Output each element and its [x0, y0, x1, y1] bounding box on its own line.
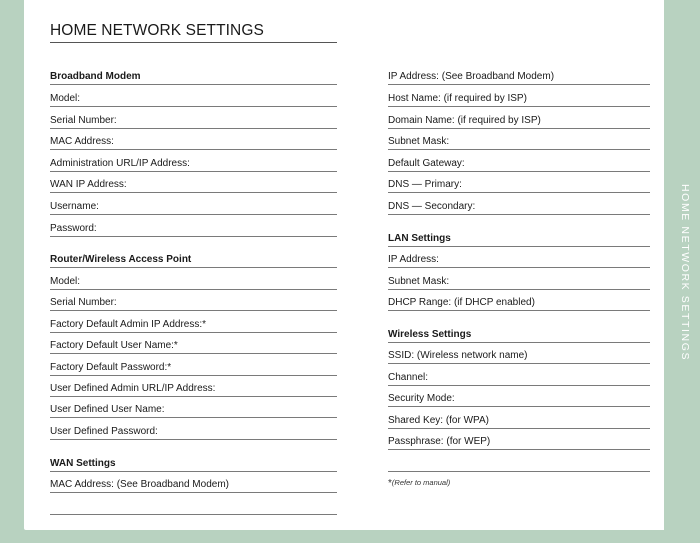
form-line: [388, 269, 650, 290]
side-tab-label: HOME NETWORK SETTINGS: [679, 184, 691, 362]
form-line-label: Serial Number:: [50, 297, 117, 308]
form-line: [388, 365, 650, 386]
form-line-label: Subnet Mask:: [388, 276, 450, 287]
form-line: [388, 290, 650, 311]
form-line-label: WAN IP Address:: [50, 179, 127, 190]
form-line: [388, 247, 650, 268]
form-line: [50, 86, 337, 107]
form-line-label: Passphrase: (for WEP): [388, 436, 491, 447]
section-heading: [388, 322, 650, 343]
form-line-label: User Defined Password:: [50, 426, 158, 437]
section-heading: [388, 226, 650, 247]
form-line: [388, 129, 650, 150]
footnote: [388, 478, 450, 489]
form-line-label: Model:: [50, 276, 81, 287]
form-line-label: Administration URL/IP Address:: [50, 158, 190, 169]
form-line-label: DNS — Secondary:: [388, 201, 476, 212]
form-line-label: Model:: [50, 93, 81, 104]
right-page: [350, 0, 664, 530]
form-line-label: Host Name: (if required by ISP): [388, 93, 527, 104]
section-heading-label: WAN Settings: [50, 458, 116, 469]
form-line-label: Domain Name: (if required by ISP): [388, 115, 541, 126]
form-line: [388, 408, 650, 429]
form-line: [50, 376, 337, 397]
form-line: [388, 429, 650, 450]
form-line-label: Factory Default Password:*: [50, 362, 172, 373]
left-page: [24, 0, 350, 530]
form-line: [50, 290, 337, 311]
form-line: [50, 108, 337, 129]
section-heading-label: Wireless Settings: [388, 329, 472, 340]
form-line: [50, 151, 337, 172]
form-line-label: IP Address: (See Broadband Modem): [388, 71, 555, 82]
footnote-asterisk: *: [388, 478, 392, 489]
page-title: HOME NETWORK SETTINGS: [50, 22, 337, 43]
form-line: [50, 397, 337, 418]
form-line: [50, 269, 337, 290]
form-line-label: User Defined Admin URL/IP Address:: [50, 383, 216, 394]
form-line: [50, 312, 337, 333]
side-tab: [677, 184, 693, 362]
form-line: [50, 216, 337, 237]
section-heading-label: Broadband Modem: [50, 71, 141, 82]
form-line-label: Factory Default User Name:*: [50, 340, 178, 351]
form-line: [50, 194, 337, 215]
form-line: [388, 64, 650, 85]
form-line-label: Factory Default Admin IP Address:*: [50, 319, 207, 330]
form-line-label: DHCP Range: (if DHCP enabled): [388, 297, 535, 308]
form-line-label: Username:: [50, 201, 99, 212]
form-line-label: DNS — Primary:: [388, 179, 462, 190]
form-line: [388, 343, 650, 364]
form-line: [388, 108, 650, 129]
form-line-label: Security Mode:: [388, 393, 455, 404]
section-heading: [50, 451, 337, 472]
form-line-label: Shared Key: (for WPA): [388, 415, 489, 426]
form-line: [388, 86, 650, 107]
form-line-label: Default Gateway:: [388, 158, 465, 169]
form-line: [50, 355, 337, 376]
form-line-label: Subnet Mask:: [388, 136, 450, 147]
form-line: [50, 172, 337, 193]
form-line: [388, 386, 650, 407]
section-heading: [50, 247, 337, 268]
form-line-label: User Defined User Name:: [50, 404, 165, 415]
footnote-text: (Refer to manual): [391, 478, 451, 487]
form-line-label: IP Address:: [388, 254, 439, 265]
blank-line: [50, 494, 337, 515]
form-line: [388, 172, 650, 193]
form-line: [388, 151, 650, 172]
form-line-label: MAC Address:: [50, 136, 114, 147]
section-heading-label: Router/Wireless Access Point: [50, 254, 192, 265]
form-line: [50, 472, 337, 493]
form-line-label: Channel:: [388, 372, 429, 383]
blank-line: [388, 451, 650, 472]
form-line-label: Serial Number:: [50, 115, 117, 126]
form-line: [50, 129, 337, 150]
form-line-label: Password:: [50, 223, 97, 234]
section-heading: [50, 64, 337, 85]
form-line-label: MAC Address: (See Broadband Modem): [50, 479, 229, 490]
form-line: [388, 194, 650, 215]
form-line-label: SSID: (Wireless network name): [388, 350, 528, 361]
section-heading-label: LAN Settings: [388, 233, 451, 244]
form-line: [50, 333, 337, 354]
form-line: [50, 419, 337, 440]
